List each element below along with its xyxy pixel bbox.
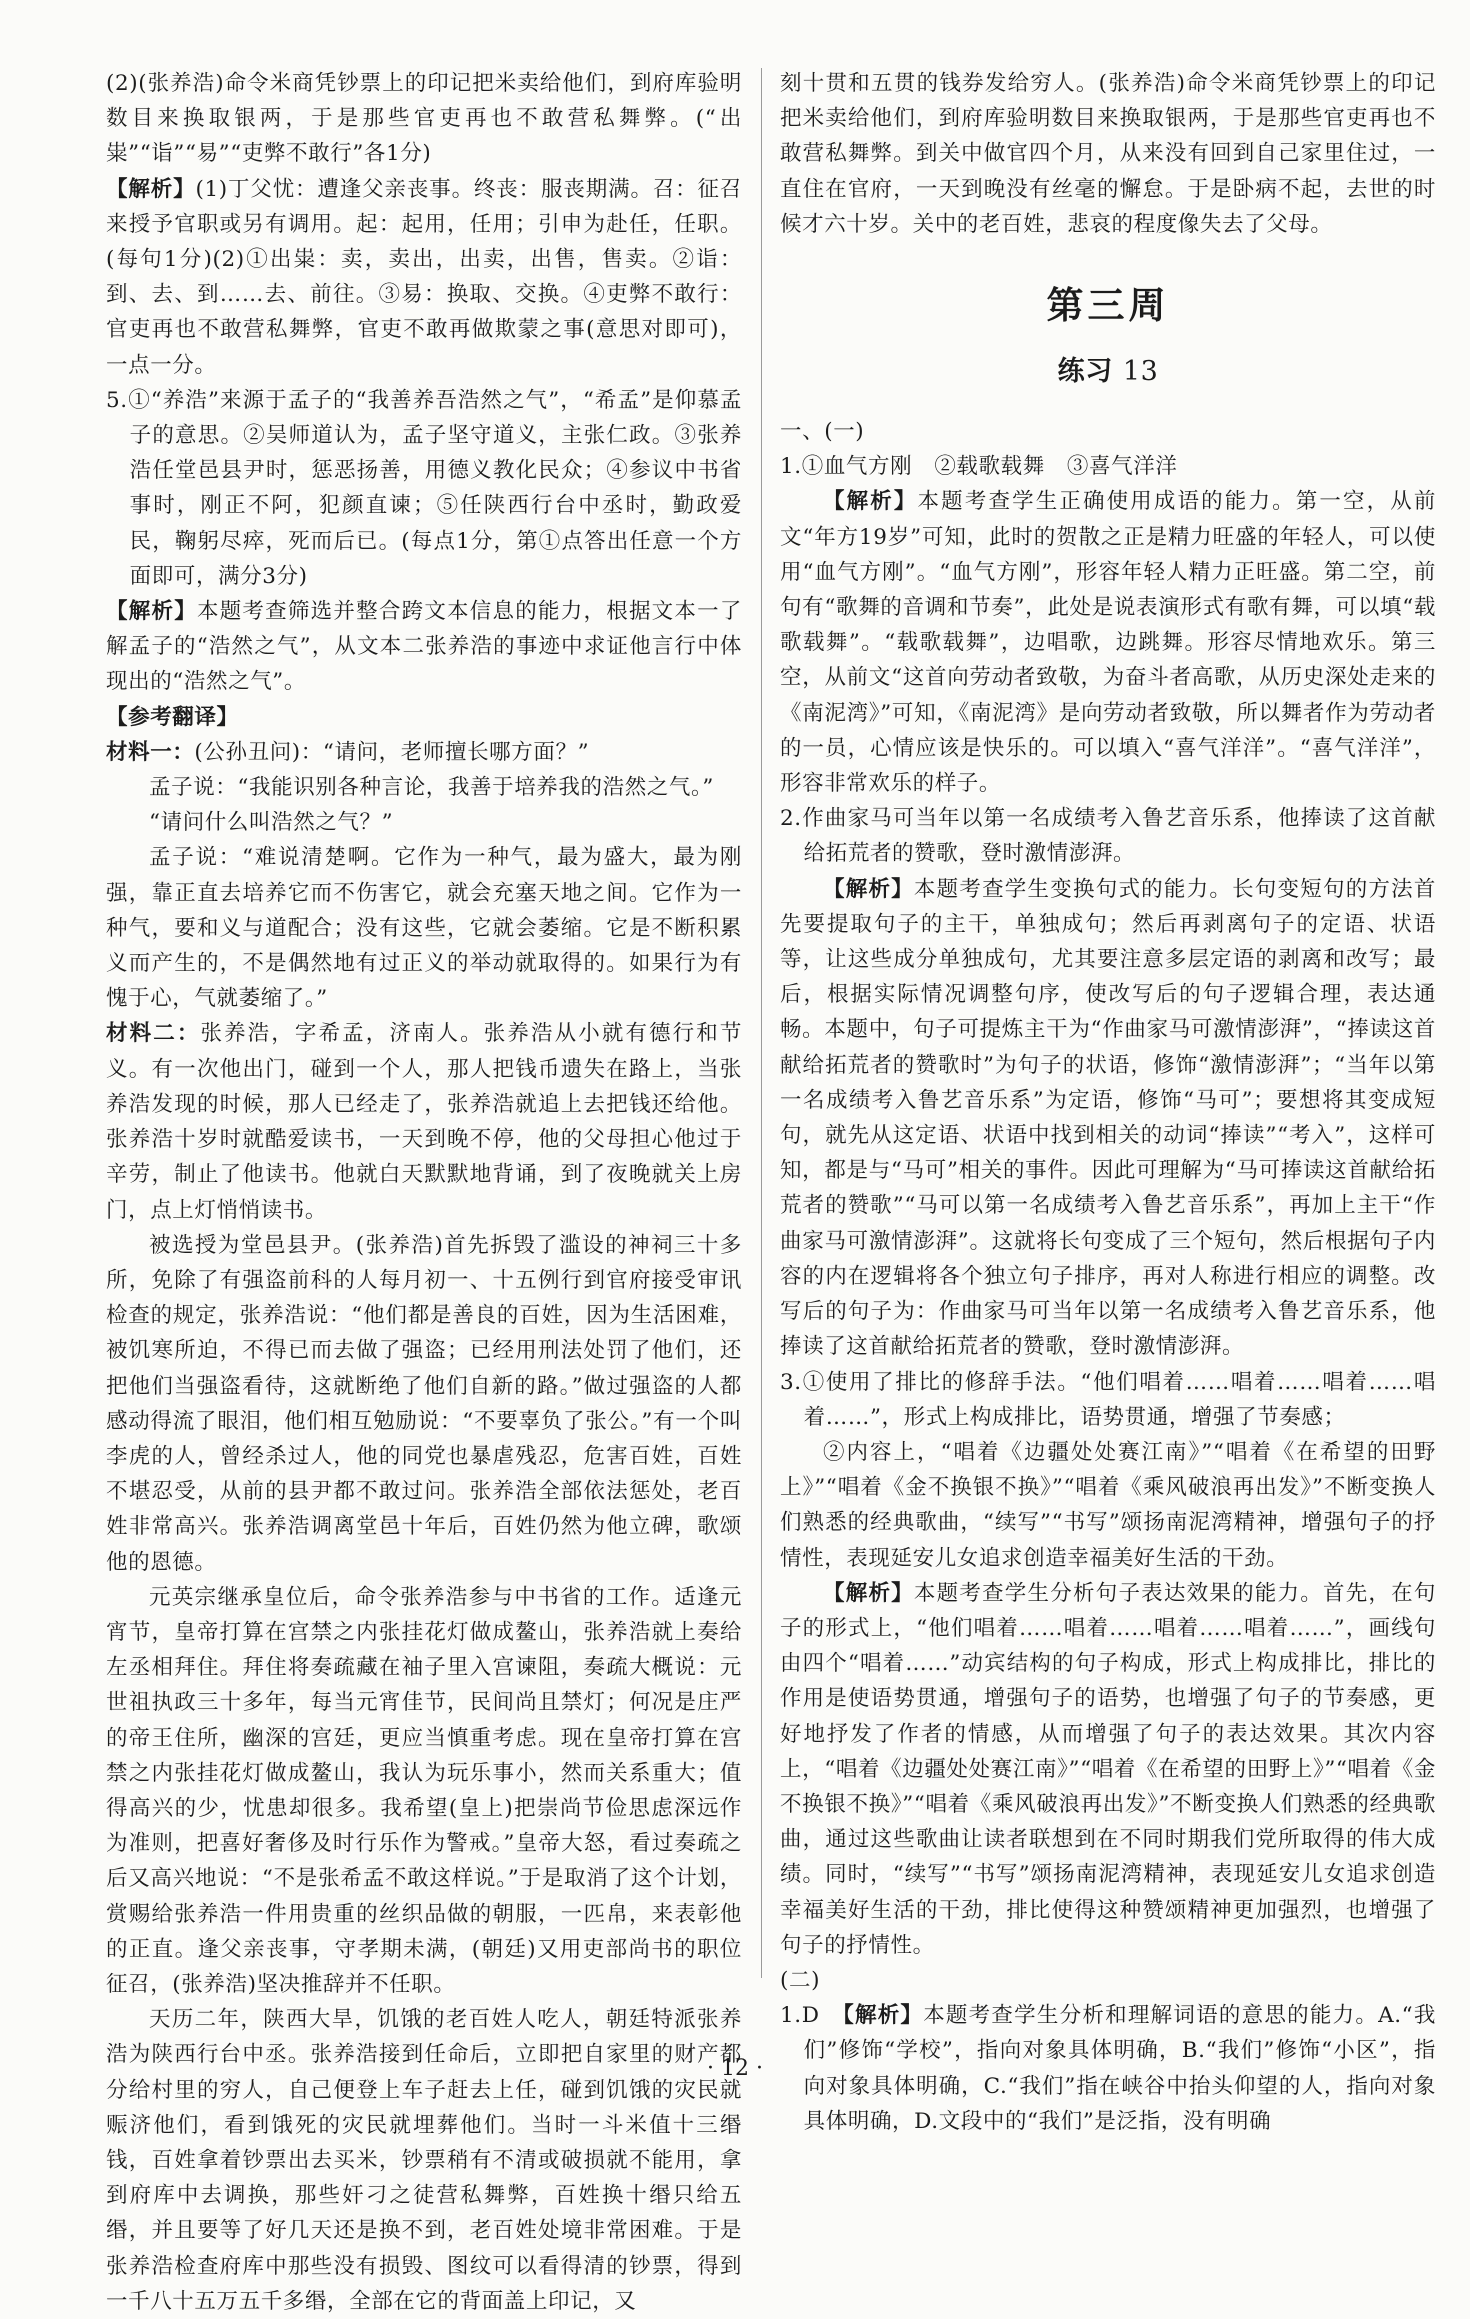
q3-answer-1: 3.①使用了排比的修辞手法。“他们唱着……唱着……唱着……唱着……”，形式上构成排比，语势贯通，增强了节奏感； — [780, 1369, 1436, 1430]
exercise-label: 练习 — [1057, 356, 1113, 388]
week-title: 第三周 — [1046, 284, 1170, 328]
q1b-answer-letter: 1.D — [780, 2003, 820, 2029]
left-column — [106, 66, 742, 2319]
material-2-paragraph: 元英宗继承皇位后，命令张养浩参与中书省的工作。适逢元宵节，皇帝打算在宫禁之内张挂花灯做成鳌山，张养浩就上奏给左丞相拜住。拜住将奏疏藏在袖子里入宫谏阻，奏疏大概说：元世祖执政三十多年，每当元宵佳节，民间尚且禁灯；何况是庄严的帝王住所，幽深的宫廷，更应当慎重考虑。现在皇帝打算在宫禁之内张挂花灯做成鳌山，我认为玩乐事小，然而关系重大；值得高兴的少，忧患却很多。我希望(皇上)把崇尚节俭思虑深远作为准则，把喜好奢侈及时行乐作为警戒。”皇帝大怒，看过奏疏之后又高兴地说：“不是张希孟不敢这样说。”于是取消了这个计划，赏赐给张养浩一件用贵重的丝织品做的朝服，一匹帛，来表彰他的正直。逢父亲丧事，守孝期未满，(朝廷)又用吏部尚书的职位征召，(张养浩)坚决推辞并不任职。 — [106, 1584, 742, 1997]
analysis-tag: 【解析】 — [823, 489, 918, 515]
analysis-tag: 【解析】 — [823, 1580, 914, 1606]
q4-answer-2: (2)(张养浩)命令米商凭钞票上的印记把米卖给他们，到府库验明数目来换取银两，于是那些官吏再也不敢营私舞弊。(“出粜”“诣”“易”“吏弊不敢行”各1分) — [106, 71, 742, 167]
material-1-paragraph: 孟子说：“难说清楚啊。它作为一种气，最为盛大，最为刚强，靠正直去培养它而不伤害它，就会充塞天地之间。它作为一种气，要和义与道配合；没有这些，它就会萎缩。它是不断积累义而产生的，不是偶然地有过正义的举动就取得的。如果行为有愧于心，气就萎缩了。” — [106, 845, 742, 1012]
exercise-title — [780, 352, 1436, 392]
column-divider — [761, 68, 762, 1978]
q3-answer-2: ②内容上，“唱着《边疆处处赛江南》”“唱着《在希望的田野上》”“唱着《金不换银不换》”“唱着《乘风破浪再出发》”不断变换人们熟悉的经典歌曲，“续写”“书写”颂扬南泥湾精神，增强句子的抒情性，表现延安儿女追求创造幸福美好生活的干劲。 — [780, 1439, 1436, 1571]
section-heading: 一、(一) — [780, 419, 865, 445]
section-heading: (二) — [780, 1967, 821, 1993]
q1-analysis — [780, 484, 1436, 801]
page-number: · 12 · — [707, 2056, 763, 2081]
analysis-tag: 【解析】 — [106, 599, 197, 625]
analysis-tag: 【解析】 — [842, 2003, 924, 2029]
q2-answer: 2.作曲家马可当年以第一名成绩考入鲁艺音乐系，他捧读了这首献给拓荒者的赞歌，登时激情澎湃。 — [780, 806, 1436, 867]
material-2-paragraph: 被选授为堂邑县尹。(张养浩)首先拆毁了滥设的神祠三十多所，免除了有强盗前科的人每月初一、十五例行到官府接受审讯检查的规定，张养浩说：“他们都是善良的百姓，因为生活困难，被饥寒所迫，不得已而去做了强盗；已经用刑法处罚了他们，还把他们当强盗看待，这就断绝了他们自新的路。”做过强盗的人都感动得流了眼泪，他们相互勉励说：“不要辜负了张公。”有一个叫李虎的人，曾经杀过人，他的同党也暴虐残忍，危害百姓，百姓不堪忍受，从前的县尹都不敢过问。张养浩全部依法惩处，老百姓非常高兴。张养浩调离堂邑十年后，百姓仍然为他立碑，歌颂他的恩德。 — [106, 1232, 742, 1575]
q2-analysis-text: 本题考查学生变换句式的能力。长句变短句的方法首先要提取句子的主干，单独成句；然后再剥离句子的定语、状语等，让这些成分单独成句，尤其要注意多层定语的剥离和改写；最后，根据实际情况调整句序，使改写后的句子逻辑合理，表达通畅。本题中，句子可提炼主干为“作曲家马可激情澎湃”，“捧读这首献给拓荒者的赞歌时”为句子的状语，修饰“激情澎湃”；“当年以第一名成绩考入鲁艺音乐系”为定语，修饰“马可”；要想将其变成短句，就先从这定语、状语中找到相关的动词“捧读”“考入”，这样可知，都是与“马可”相关的事件。因此可理解为“马可捧读这首献给拓荒者的赞歌”“马可以第一名成绩考入鲁艺音乐系”，再加上主干“作曲家马可激情澎湃”。这就将长句变成了三个短句，然后根据句子内容的内在逻辑将各个独立句子排序，再对人称进行相应的调整。改写后的句子为：作曲家马可当年以第一名成绩考入鲁艺音乐系，他捧读了这首献给拓荒者的赞歌，登时激情澎湃。 — [780, 876, 1436, 1360]
q5-analysis-text: 本题考查筛选并整合跨文本信息的能力，根据文本一了解孟子的“浩然之气”，从文本二张养浩的事迹中求证他言行中体现出的“浩然之气”。 — [106, 599, 742, 695]
q1-analysis-text: 本题考查学生正确使用成语的能力。第一空，从前文“年方19岁”可知，此时的贺散之正是精力旺盛的年轻人，可以使用“血气方刚”。“血气方刚”，形容年轻人精力正旺盛。第二空，前句有“歌舞的音调和节奏”，此处是说表演形式有歌有舞，可以填“载歌载舞”。“载歌载舞”，边唱歌，边跳舞。形容尽情地欢乐。第三空，从前文“这首向劳动者致敬，为奋斗者高歌，从历史深处走来的《南泥湾》”可知，《南泥湾》是向劳动者致敬，所以舞者作为劳动者的一员，心情应该是快乐的。可以填入“喜气洋洋”。“喜气洋洋”，形容非常欢乐的样子。 — [780, 489, 1436, 797]
q3-analysis — [780, 1576, 1436, 1963]
q3-analysis-text: 本题考查学生分析句子表达效果的能力。首先，在句子的形式上，“他们唱着……唱着……唱着……唱着……”，画线句由四个“唱着……”动宾结构的句子构成，形式上构成排比，排比的作用是使语势贯通，增强句子的语势，也增强了句子的节奏感，更好地抒发了作者的情感，从而增强了句子的表达效果。其次内容上，“唱着《边疆处处赛江南》”“唱着《在希望的田野上》”“唱着《金不换银不换》”“唱着《乘风破浪再出发》”不断变换人们熟悉的经典歌曲，通过这些歌曲让读者联想到在不同时期我们党所取得的伟大成绩。同时，“续写”“书写”颂扬南泥湾精神，表现延安儿女追求创造幸福美好生活的干劲，排比使得这种赞颂精神更加强烈，也增强了句子的抒情性。 — [780, 1580, 1436, 1958]
material-1-tag: 材料一： — [106, 739, 195, 765]
q5-answer: 5.①“养浩”来源于孟子的“我善养吾浩然之气”，“希孟”是仰慕孟子的意思。②吴师道认为，孟子坚守道义，主张仁政。③张养浩任堂邑县尹时，惩恶扬善，用德义教化民众；④参议中书省事时，刚正不阿，犯颜直谏；⑤任陕西行台中丞时，勤政爱民，鞠躬尽瘁，死而后已。(每点1分，第①点答出任意一个方面即可，满分3分) — [106, 387, 742, 589]
q1b-analysis-text: 本题考查学生分析和理解词语的意思的能力。A.“我们”修饰“学校”，指向对象具体明确，B.“我们”修饰“小区”，指向对象具体明确，C.“我们”指在峡谷中抬头仰望的人，指向对象具体明确，D.文段中的“我们”是泛指，没有明确 — [803, 2003, 1436, 2134]
q1-answer: 1.①血气方刚 ②载歌载舞 ③喜气洋洋 — [780, 454, 1178, 480]
analysis-tag: 【解析】 — [823, 876, 914, 902]
right-column — [780, 66, 1436, 2139]
material-1-text: (公孙丑问)：“请问，老师擅长哪方面？” — [194, 739, 590, 765]
material-1-paragraph: “请问什么叫浩然之气？” — [149, 810, 394, 836]
material-2-tag: 材料二： — [106, 1021, 201, 1047]
material-2-intro — [106, 1016, 742, 1227]
material-1-paragraph: 孟子说：“我能识别各种言论，我善于培养我的浩然之气。” — [149, 775, 714, 801]
exercise-number: 13 — [1122, 356, 1159, 388]
q4-analysis — [106, 172, 742, 383]
translation-tag: 【参考翻译】 — [106, 704, 239, 730]
material-2-paragraph: 天历二年，陕西大旱，饥饿的老百姓人吃人，朝廷特派张养浩为陕西行台中丞。张养浩接到任命后，立即把自家里的财产都分给村里的穷人，自己便登上车子赶去上任，碰到饥饿的灾民就赈济他们，看到饿死的灾民就埋葬他们。当时一斗米值十三缗钱，百姓拿着钞票出去买米，钞票稍有不清或破损就不能用，拿到府库中去调换，那些奸刁之徒营私舞弊，百姓换十缗只给五缗，并且要等了好几天还是换不到，老百姓处境非常困难。于是张养浩检查府库中那些没有损毁、图纹可以看得清的钞票，得到一千八十五万五千多缗，全部在它的背面盖上印记，又 — [106, 2007, 742, 2314]
translation-heading — [106, 700, 742, 735]
translation-continuation: 刻十贯和五贯的钱券发给穷人。(张养浩)命令米商凭钞票上的印记把米卖给他们，到府库验明数目来换取银两，于是那些官吏再也不敢营私舞弊。到关中做官四个月，从来没有回到自己家里住过，一直住在官府，一天到晚没有丝毫的懈怠。于是卧病不起，去世的时候才六十岁。关中的老百姓，悲哀的程度像失去了父母。 — [780, 71, 1436, 237]
q2-analysis — [780, 872, 1436, 1365]
material-1-intro — [106, 735, 742, 770]
q4-analysis-text: (1)丁父忧：遭逢父亲丧事。终丧：服丧期满。召：征召来授予官职或另有调用。起：起用，任用；引申为赴任，任职。(每句1分)(2)①出粜：卖，卖出，出卖，出售，售卖。②诣：到、去、到……去、前往。③易：换取、交换。④吏弊不敢行：官吏再也不敢营私舞弊，官吏不敢再做欺蒙之事(意思对即可)，一点一分。 — [106, 176, 742, 378]
q5-analysis — [106, 594, 742, 700]
material-2-text: 张养浩，字希孟，济南人。张养浩从小就有德行和节义。有一次他出门，碰到一个人，那人把钱币遗失在路上，当张养浩发现的时候，那人已经走了，张养浩就追上去把钱还给他。张养浩十岁时就酷爱读书，一天到晚不停，他的父母担心他过于辛劳，制止了他读书。他就白天默默地背诵，到了夜晚就关上房门，点上灯悄悄读书。 — [106, 1021, 742, 1223]
analysis-tag: 【解析】 — [106, 176, 196, 202]
